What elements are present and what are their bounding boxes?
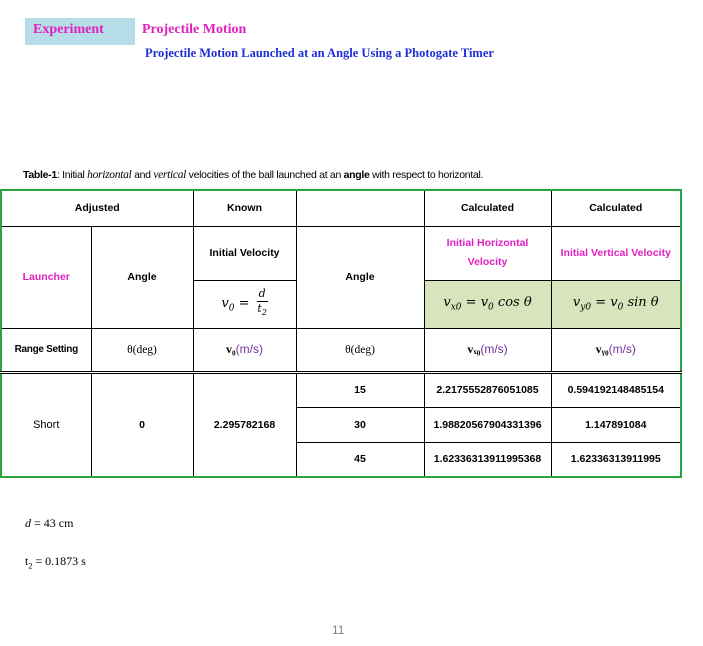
table-row [1, 372, 681, 407]
note-subscript: 2 [28, 561, 33, 571]
formula-subscript: y0 [580, 302, 592, 313]
cell-vy0: 0.594192148485154 [551, 372, 681, 407]
formula-subscript: 0 [488, 302, 494, 313]
note-value: = 43 cm [31, 516, 74, 530]
unit-symbol: vᵧ₀ [595, 342, 609, 356]
page-title: Projectile Motion [142, 22, 247, 37]
col-header-angle2: Angle [296, 226, 424, 328]
unit-label: (m/s) [235, 342, 263, 356]
formula-vx0 [424, 280, 551, 328]
note-value: = 0.1873 s [32, 554, 86, 568]
col-header-vertical-velocity: Initial Vertical Velocity [551, 226, 681, 280]
experiment-label-box [25, 18, 135, 45]
group-header-calculated: Calculated [551, 190, 681, 226]
formula-trig: cos θ [493, 295, 532, 311]
fraction-numerator: d [258, 287, 266, 301]
formula-rhs: = v [591, 295, 618, 311]
caption-angle: angle [343, 169, 370, 181]
cell-angle: 45 [296, 442, 424, 477]
note-distance [25, 516, 73, 531]
page-subtitle: Projectile Motion Launched at an Angle Using a Photogate Timer [145, 46, 494, 60]
cell-v0: 2.295782168 [193, 372, 296, 477]
unit-symbol: vₓ₀ [467, 342, 481, 356]
cell-vx0: 2.2175552876051085 [424, 372, 551, 407]
formula-v0 [193, 280, 296, 328]
fraction-denominator: t [257, 302, 262, 316]
col-header-initial-velocity: Initial Velocity [193, 226, 296, 280]
cell-vx0: 1.98820567904331396 [424, 407, 551, 442]
fraction-denominator-subscript: 2 [261, 308, 267, 318]
caption-prefix: Table-1 [23, 169, 57, 181]
cell-vy0: 1.62336313911995 [551, 442, 681, 477]
experiment-label: Experiment [33, 22, 104, 37]
formula-equals: = [234, 295, 254, 311]
group-header-calculated: Calculated [424, 190, 551, 226]
note-symbol: t [25, 554, 29, 568]
velocity-table [0, 189, 682, 478]
caption-vertical: vertical [153, 169, 187, 181]
unit-angle-deg: θ(deg) [91, 328, 193, 372]
cell-range: Short [1, 372, 91, 477]
unit-symbol: v₀ [226, 342, 236, 356]
formula-fraction [257, 287, 268, 320]
unit-v0 [193, 328, 296, 372]
cell-angle: 30 [296, 407, 424, 442]
unit-angle2-deg: θ(deg) [296, 328, 424, 372]
col-header-angle: Angle [91, 226, 193, 328]
formula-trig: sin θ [623, 295, 659, 311]
cell-launcher-angle: 0 [91, 372, 193, 477]
cell-vx0: 1.62336313911995368 [424, 442, 551, 477]
formula-subscript: 0 [228, 303, 235, 314]
unit-vx0 [424, 328, 551, 372]
note-symbol: d [25, 516, 31, 530]
col-header-launcher: Launcher [1, 226, 91, 328]
unit-vy0 [551, 328, 681, 372]
col-header-horizontal-velocity: Initial Horizontal Velocity [424, 226, 551, 280]
group-header-known: Known [193, 190, 296, 226]
cell-angle: 15 [296, 372, 424, 407]
formula-subscript: x0 [450, 302, 462, 313]
note-time [25, 554, 86, 570]
formula-vy0 [551, 280, 681, 328]
unit-range-setting: Range Setting [1, 328, 91, 372]
formula-subscript: 0 [617, 302, 624, 313]
caption-text: and [131, 169, 154, 181]
formula-symbol: v [572, 295, 581, 311]
cell-vy0: 1.147891084 [551, 407, 681, 442]
caption-text: : Initial [56, 169, 88, 181]
formula-rhs: = v [461, 295, 489, 311]
table-caption [23, 169, 483, 181]
group-header-empty [296, 190, 424, 226]
page-number: 11 [332, 623, 345, 637]
formula-symbol: v [221, 295, 229, 311]
caption-text: velocities of the ball launched at an [186, 169, 344, 181]
caption-horizontal: horizontal [87, 169, 132, 181]
group-header-adjusted: Adjusted [1, 190, 193, 226]
formula-symbol: v [443, 295, 451, 311]
caption-text: with respect to horizontal. [369, 169, 484, 181]
unit-label: (m/s) [480, 342, 508, 356]
unit-label: (m/s) [608, 342, 636, 356]
